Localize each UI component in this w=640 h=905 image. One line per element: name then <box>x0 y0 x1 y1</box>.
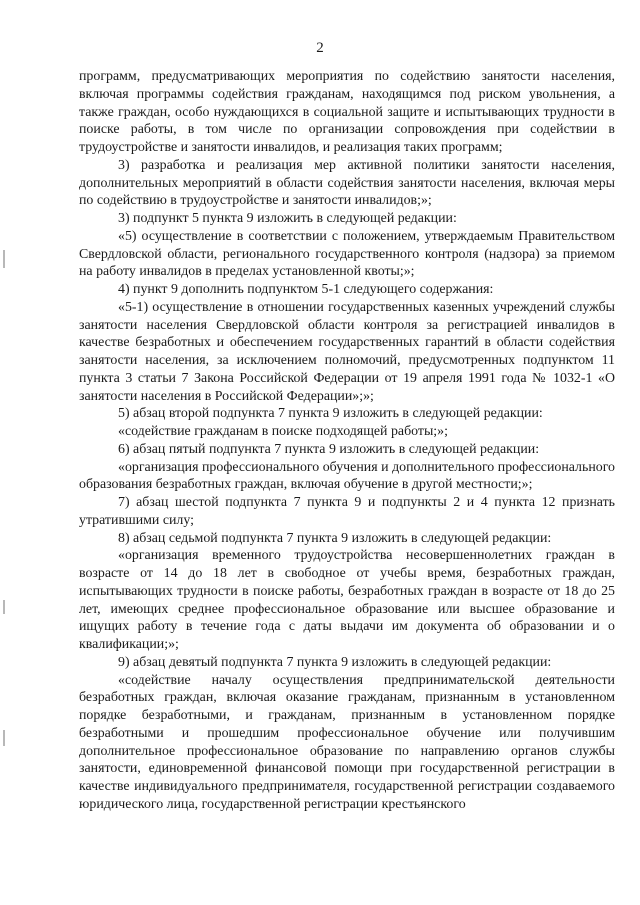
paragraph: «5-1) осуществление в отношении государственных казенных учреждений службы занятости населения Свердловской области контроля за регистрацией инвалидов в качестве безработных и обеспечением государственных гарантий в области содействия занятости населения, за исключением полномочий, предусмотренных подпунктом 11 пункта 3 статьи 7 Закона Российской Федерации от 19 апреля 1991 года № 1032-1 «О занятости населения в Российской Федерации»;»; <box>79 299 615 404</box>
paragraph: «организация временного трудоустройства несовершеннолетних граждан в возрасте от 14 до 18 лет в свободное от учебы время, безработных граждан, испытывающих трудности в поиске работы, безработных граждан в возрасте от 18 до 25 лет, имеющих среднее профессиональное образование или высшее образование и ищущих работу в течение года с даты выдачи им документа об образовании и о квалификации;»; <box>79 548 615 652</box>
paragraph: 4) пункт 9 дополнить подпунктом 5-1 следующего содержания: <box>118 282 494 297</box>
paragraph: 5) абзац второй подпункта 7 пункта 9 изложить в следующей редакции: <box>118 406 543 422</box>
paragraph: программ, предусматривающих мероприятия по содействию занятости населения, включая программы содействия гражданам, находящимся под риском увольнения, а также граждан, особо нуждающихся в социальной защите и испытывающих трудности в поиске работы, в том числе по организации сопровождения при содействии в трудоустройстве и занятости инвалидов, и реализация таких программ; <box>79 69 615 155</box>
paragraph: 7) абзац шестой подпункта 7 пункта 9 и подпункты 2 и 4 пункта 12 признать утратившими силу; <box>79 495 615 528</box>
scan-edge-mark <box>3 600 5 614</box>
paragraph: «содействие гражданам в поиске подходящей работы;»; <box>118 424 448 439</box>
paragraph: «организация профессионального обучения и дополнительного профессионального образования безработных граждан, включая обучение в другой местности;»; <box>79 459 615 493</box>
paragraph: 3) подпункт 5 пункта 9 изложить в следующей редакции: <box>118 211 457 226</box>
scan-edge-mark <box>3 730 5 746</box>
page-number: 2 <box>316 40 324 56</box>
paragraph: «содействие началу осуществления предпринимательской деятельности безработных граждан, включая оказание гражданам, признанным в установленном порядке безработными, и гражданам, признанным в установленном порядке безработными и прошедшим профессиональное обучение или получившим дополнительное профессиональное образование по направлению органов службы занятости, единовременной финансовой помощи при государственной регистрации в качестве индивидуального предпринимателя, государственной регистрации создаваемого юридического лица, государственной регистрации крестьянского <box>79 672 615 812</box>
paragraph: 3) разработка и реализация мер активной политики занятости населения, дополнительных мероприятий в области содействия занятости населения, включая меры по содействию в трудоустройстве и занятости инвалидов;»; <box>79 157 615 209</box>
paragraph: 9) абзац девятый подпункта 7 пункта 9 изложить в следующей редакции: <box>118 654 552 670</box>
paragraph: 8) абзац седьмой подпункта 7 пункта 9 изложить в следующей редакции: <box>118 530 552 546</box>
paragraph: 6) абзац пятый подпункта 7 пункта 9 изложить в следующей редакции: <box>118 441 540 457</box>
scan-edge-mark <box>3 250 5 268</box>
paragraph: «5) осуществление в соответствии с положением, утверждаемым Правительством Свердловской области, регионального государственного контроля (надзора) за приемом на работу инвалидов в пределах установленной квоты;»; <box>79 228 615 280</box>
document-body <box>79 68 615 814</box>
